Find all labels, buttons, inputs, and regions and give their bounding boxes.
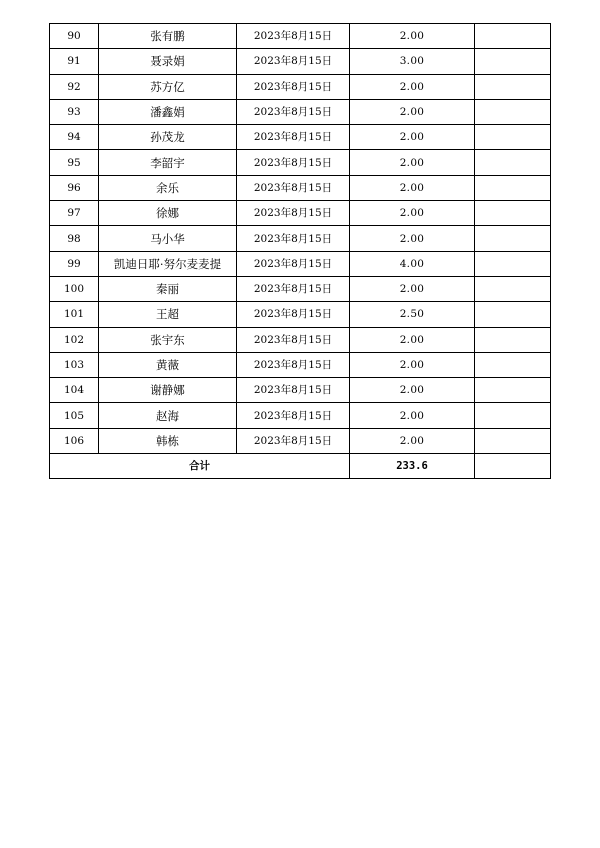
amount-cell: 2.00 [350, 24, 475, 49]
amount-cell: 2.50 [350, 302, 475, 327]
amount-cell: 2.00 [350, 378, 475, 403]
row-number-cell: 101 [50, 302, 99, 327]
table-row [50, 175, 551, 200]
name-cell: 秦丽 [99, 276, 237, 301]
name-cell: 潘鑫娟 [99, 99, 237, 124]
row-number-cell: 106 [50, 428, 99, 453]
amount-cell: 2.00 [350, 327, 475, 352]
row-number-cell: 94 [50, 125, 99, 150]
amount-cell: 2.00 [350, 125, 475, 150]
note-cell [475, 24, 551, 49]
amount-cell: 2.00 [350, 428, 475, 453]
row-number-cell: 99 [50, 251, 99, 276]
note-cell [475, 327, 551, 352]
amount-cell: 2.00 [350, 99, 475, 124]
total-amount: 233.6 [350, 454, 475, 479]
name-cell: 凯迪日耶·努尔麦麦提 [99, 251, 237, 276]
row-number-cell: 104 [50, 378, 99, 403]
amount-cell: 2.00 [350, 403, 475, 428]
payment-table-container [49, 23, 550, 479]
date-cell: 2023年8月15日 [237, 150, 350, 175]
row-number-cell: 103 [50, 352, 99, 377]
note-cell [475, 175, 551, 200]
note-cell [475, 276, 551, 301]
table-row [50, 226, 551, 251]
row-number-cell: 90 [50, 24, 99, 49]
name-cell: 韩栋 [99, 428, 237, 453]
table-row [50, 276, 551, 301]
amount-cell: 2.00 [350, 74, 475, 99]
date-cell: 2023年8月15日 [237, 302, 350, 327]
name-cell: 李韶宇 [99, 150, 237, 175]
date-cell: 2023年8月15日 [237, 99, 350, 124]
date-cell: 2023年8月15日 [237, 201, 350, 226]
date-cell: 2023年8月15日 [237, 175, 350, 200]
name-cell: 赵海 [99, 403, 237, 428]
row-number-cell: 92 [50, 74, 99, 99]
row-number-cell: 93 [50, 99, 99, 124]
table-row [50, 49, 551, 74]
table-row [50, 99, 551, 124]
table-row [50, 428, 551, 453]
note-cell [475, 74, 551, 99]
row-number-cell: 91 [50, 49, 99, 74]
amount-cell: 2.00 [350, 352, 475, 377]
name-cell: 马小华 [99, 226, 237, 251]
table-row [50, 24, 551, 49]
date-cell: 2023年8月15日 [237, 327, 350, 352]
row-number-cell: 102 [50, 327, 99, 352]
name-cell: 余乐 [99, 175, 237, 200]
date-cell: 2023年8月15日 [237, 226, 350, 251]
amount-cell: 2.00 [350, 175, 475, 200]
amount-cell: 2.00 [350, 226, 475, 251]
date-cell: 2023年8月15日 [237, 352, 350, 377]
total-note-cell [475, 454, 551, 479]
note-cell [475, 201, 551, 226]
amount-cell: 3.00 [350, 49, 475, 74]
date-cell: 2023年8月15日 [237, 125, 350, 150]
note-cell [475, 378, 551, 403]
date-cell: 2023年8月15日 [237, 24, 350, 49]
date-cell: 2023年8月15日 [237, 276, 350, 301]
note-cell [475, 226, 551, 251]
date-cell: 2023年8月15日 [237, 251, 350, 276]
note-cell [475, 251, 551, 276]
row-number-cell: 95 [50, 150, 99, 175]
name-cell: 张有鹏 [99, 24, 237, 49]
amount-cell: 2.00 [350, 276, 475, 301]
table-row [50, 302, 551, 327]
name-cell: 王超 [99, 302, 237, 327]
table-body [50, 24, 551, 479]
note-cell [475, 428, 551, 453]
name-cell: 孙茂龙 [99, 125, 237, 150]
row-number-cell: 96 [50, 175, 99, 200]
date-cell: 2023年8月15日 [237, 428, 350, 453]
payment-table [49, 23, 551, 479]
total-row [50, 454, 551, 479]
table-row [50, 150, 551, 175]
amount-cell: 2.00 [350, 150, 475, 175]
table-row [50, 403, 551, 428]
amount-cell: 2.00 [350, 201, 475, 226]
date-cell: 2023年8月15日 [237, 403, 350, 428]
row-number-cell: 97 [50, 201, 99, 226]
table-row [50, 327, 551, 352]
name-cell: 聂录娟 [99, 49, 237, 74]
date-cell: 2023年8月15日 [237, 49, 350, 74]
table-row [50, 74, 551, 99]
note-cell [475, 99, 551, 124]
table-row [50, 125, 551, 150]
note-cell [475, 150, 551, 175]
table-row [50, 352, 551, 377]
name-cell: 苏方亿 [99, 74, 237, 99]
date-cell: 2023年8月15日 [237, 74, 350, 99]
note-cell [475, 302, 551, 327]
date-cell: 2023年8月15日 [237, 378, 350, 403]
table-row [50, 201, 551, 226]
name-cell: 黄薇 [99, 352, 237, 377]
note-cell [475, 352, 551, 377]
note-cell [475, 403, 551, 428]
amount-cell: 4.00 [350, 251, 475, 276]
name-cell: 谢静娜 [99, 378, 237, 403]
note-cell [475, 49, 551, 74]
row-number-cell: 98 [50, 226, 99, 251]
row-number-cell: 105 [50, 403, 99, 428]
name-cell: 徐娜 [99, 201, 237, 226]
table-row [50, 251, 551, 276]
total-label: 合计 [50, 454, 350, 479]
table-row [50, 378, 551, 403]
row-number-cell: 100 [50, 276, 99, 301]
name-cell: 张宇东 [99, 327, 237, 352]
note-cell [475, 125, 551, 150]
